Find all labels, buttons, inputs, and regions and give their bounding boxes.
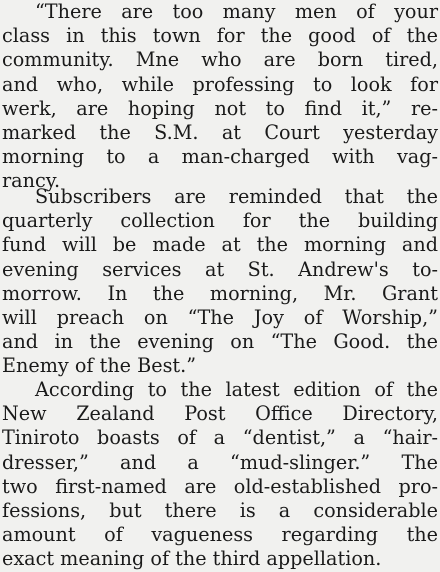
text-line: werk, are hoping not to find it,” re- bbox=[2, 96, 438, 120]
text-line: According to the latest edition of the bbox=[35, 378, 438, 401]
text-line: two first-named are old-established pro- bbox=[2, 474, 438, 498]
text-line: dresser,” and a “mud-slinger.” The bbox=[2, 450, 438, 474]
paragraph-vagrancy-court bbox=[2, 0, 440, 194]
text-line: class in this town for the good of the bbox=[2, 24, 438, 48]
text-line: exact meaning of the third appellation. bbox=[2, 547, 382, 571]
text-line: Subscribers are reminded that the bbox=[35, 185, 438, 208]
text-line: will preach on “The Joy of Worship,” bbox=[2, 306, 438, 330]
text-line: “There are too many men of your bbox=[35, 0, 438, 23]
text-line: fessions, but there is a considerable bbox=[2, 499, 438, 523]
text-line: and in the evening on “The Good. the bbox=[2, 330, 438, 354]
text-line: New Zealand Post Office Directory, bbox=[2, 402, 438, 426]
text-line: morrow. In the morning, Mr. Grant bbox=[2, 281, 438, 305]
paragraph-tiniroto-directory bbox=[2, 378, 440, 572]
text-line: community. Mne who are born tired, bbox=[2, 48, 438, 72]
text-line: quarterly collection for the building bbox=[2, 209, 438, 233]
text-line: Enemy of the Best.” bbox=[2, 354, 197, 378]
text-line: morning to a man-charged with vag- bbox=[2, 145, 438, 169]
text-line: fund will be made at the morning and bbox=[2, 233, 438, 257]
text-line: amount of vagueness regarding the bbox=[2, 523, 438, 547]
text-line: Tiniroto boasts of a “dentist,” a “hair- bbox=[2, 426, 438, 450]
text-line: evening services at St. Andrew's to- bbox=[2, 257, 438, 281]
text-line: rancy. bbox=[2, 169, 61, 193]
paragraph-building-fund bbox=[2, 185, 440, 379]
text-line: and who, while professing to look for bbox=[2, 72, 438, 96]
text-line: marked the S.M. at Court yesterday bbox=[2, 121, 438, 145]
